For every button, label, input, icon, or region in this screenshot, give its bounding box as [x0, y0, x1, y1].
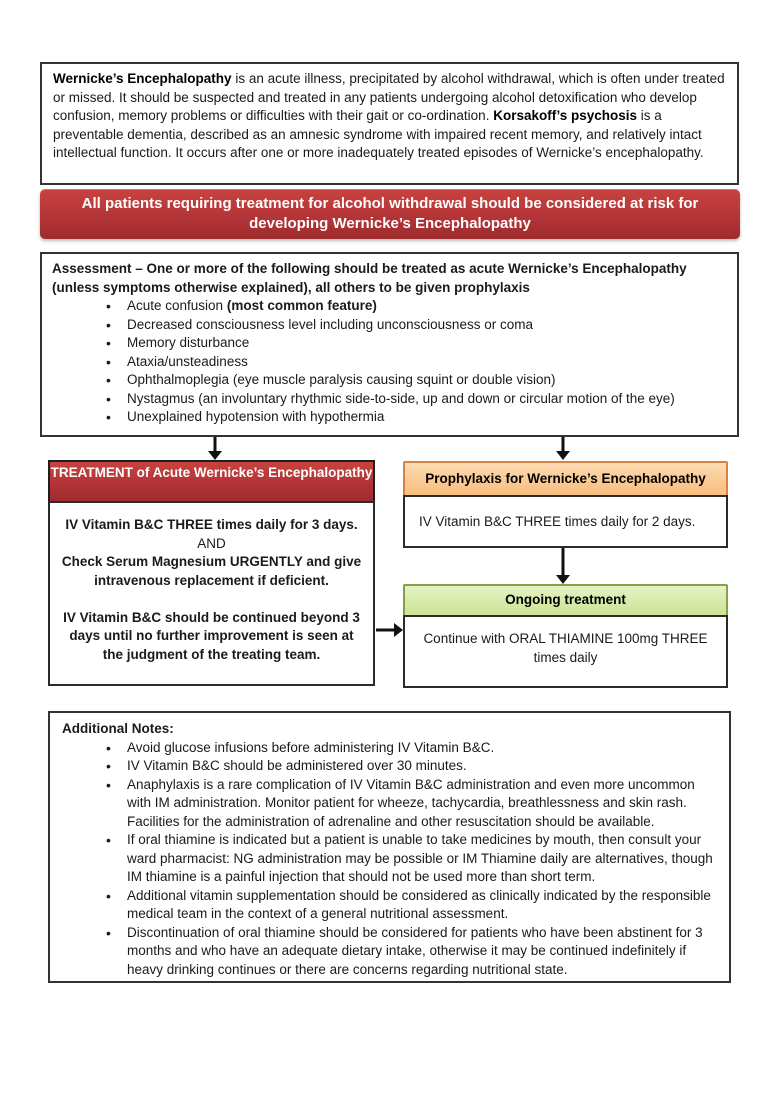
list-item: • If oral thiamine is indicated but a patient is unable to take medicines by mouth, then consult your ward pharmacist: NG administration may be possible or IM Thiamine daily are alternatives, though IM thiamine is a painful injection that should not be used more than short term.: [102, 831, 719, 887]
arrow-head: [556, 575, 570, 584]
list-item: • Discontinuation of oral thiamine should be considered for patients who have been abstinent for 3 months and who have an adequate dietary intake, otherwise it may be continued indefinitely if heavy drinking continues or there are concerns regarding nutritional state.: [102, 924, 719, 980]
list-item: [102, 408, 729, 427]
assessment-heading: Assessment – One or more of the following should be treated as acute Wernicke’s Encephalopathy (unless symptoms otherwise explained), all others to be given prophylaxis: [52, 261, 687, 295]
assessment-item-text: Decreased consciousness level including unconsciousness or coma: [127, 316, 533, 332]
treatment-box: [48, 460, 375, 686]
list-item: [102, 297, 729, 316]
arrow-shaft: [214, 437, 217, 451]
assessment-item-text: Ataxia/unsteadiness: [127, 353, 248, 369]
assessment-item-bold: (most common feature): [226, 298, 377, 313]
assessment-box: [40, 252, 739, 437]
intro-box: [40, 62, 739, 185]
arrow-head: [394, 623, 403, 637]
prophylaxis-box: [403, 461, 728, 548]
arrow-assessment-to-treatment: [207, 437, 223, 460]
assessment-item-text: Unexplained hypotension with hypothermia: [127, 409, 385, 424]
list-item: [102, 316, 729, 335]
risk-warning-text: All patients requiring treatment for alcohol withdrawal should be considered at risk for developing Wernicke’s Encephalopathy: [81, 195, 699, 232]
arrow-assessment-to-prophylaxis: [555, 437, 571, 460]
intro-term-wernicke: Wernicke’s Encephalopathy: [53, 71, 232, 86]
intro-text-1: is an acute illness, precipitated by alcohol withdrawal, which is often under treated or missed. It should be suspected and treated in any patients undergoing alcohol detoxification who develop confusion, memory problems or difficulties with their gait or co-ordination.: [53, 71, 725, 123]
assessment-item-text: Memory disturbance: [127, 335, 250, 350]
intro-term-korsakoff: Korsakoff’s psychosis: [493, 108, 637, 123]
treatment-body: [48, 501, 375, 686]
arrow-treatment-to-ongoing: [376, 622, 403, 638]
arrow-shaft: [562, 437, 565, 451]
assessment-list: [52, 297, 729, 427]
treatment-header: TREATMENT of Acute Wernicke’s Encephalopathy: [48, 460, 375, 503]
prophylaxis-header: Prophylaxis for Wernicke’s Encephalopathy: [403, 461, 728, 497]
treatment-line-2: Check Serum Magnesium URGENTLY and give intravenous replacement if deficient.: [61, 554, 362, 588]
arrow-head: [208, 451, 222, 460]
list-item: [102, 353, 729, 372]
list-item: • Anaphylaxis is a rare complication of IV Vitamin B&C administration and even more uncommon with IM administration. Monitor patient for wheeze, tachycardia, breathlessness and skin rash. Facilities for the administration of adrenaline and other resuscitation should be available.: [102, 776, 719, 832]
intro-text-2: is a preventable dementia, described as an amnesic syndrome with impaired recent memory, and relatively intact intellectual function. It occurs after one or more inadequately treated episodes of Wernicke’s encephalopathy.: [53, 108, 704, 160]
assessment-item-text: Ophthalmoplegia (eye muscle paralysis causing squint or double vision): [127, 372, 556, 387]
arrow-shaft: [562, 548, 565, 575]
assessment-item-text: Nystagmus (an involuntary rhythmic side-to-side, up and down or circular motion of the eye): [127, 390, 675, 406]
list-item: [102, 390, 729, 409]
arrow-head: [556, 451, 570, 460]
ongoing-treatment-header: Ongoing treatment: [403, 584, 728, 617]
list-item: [102, 371, 729, 390]
list-item: • Avoid glucose infusions before administering IV Vitamin B&C.: [102, 739, 719, 758]
ongoing-treatment-box: [403, 584, 728, 688]
additional-notes-box: [48, 711, 731, 983]
list-item: • Additional vitamin supplementation should be considered as clinically indicated by the responsible medical team in the context of a general nutritional assessment.: [102, 887, 719, 924]
arrow-shaft: [376, 629, 394, 632]
treatment-line-3: IV Vitamin B&C should be continued beyond 3 days until no further improvement is seen at the judgment of the treating team.: [63, 609, 360, 662]
treatment-line-and: AND: [197, 535, 226, 551]
risk-warning-banner: [40, 189, 740, 239]
list-item: • IV Vitamin B&C should be administered over 30 minutes.: [102, 757, 719, 776]
prophylaxis-body: IV Vitamin B&C THREE times daily for 2 days.: [403, 495, 728, 548]
additional-notes-heading: Additional Notes:: [62, 721, 174, 736]
treatment-line-1: IV Vitamin B&C THREE times daily for 3 days.: [65, 517, 358, 532]
list-item: [102, 334, 729, 353]
additional-notes-list: [62, 739, 719, 980]
assessment-item-text: Acute confusion: [127, 298, 227, 313]
ongoing-treatment-body: Continue with ORAL THIAMINE 100mg THREE times daily: [403, 615, 728, 688]
arrow-prophylaxis-to-ongoing: [555, 548, 571, 584]
